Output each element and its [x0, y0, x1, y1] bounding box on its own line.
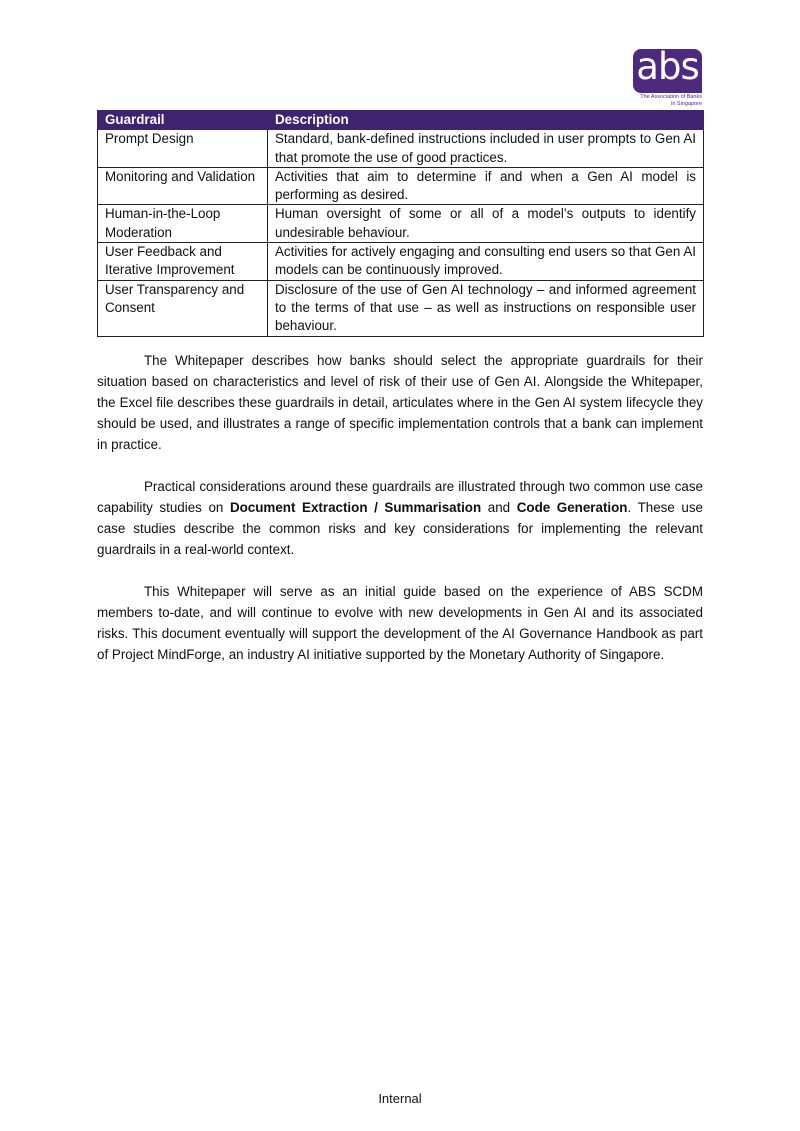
abs-logo — [633, 45, 702, 107]
paragraph-text: . These use case studies describe the common risks and key considerations for implementing the relevant guardrails in a real-world context. — [97, 500, 703, 557]
footer-classification: Internal — [378, 1091, 422, 1106]
table-row — [98, 243, 704, 281]
body-text — [97, 350, 703, 686]
guardrail-description: Disclosure of the use of Gen AI technology – and informed agreement to the terms of that use – as well as instructions on responsible user behaviour. — [268, 280, 704, 336]
guardrail-name: User Transparency and Consent — [98, 280, 268, 336]
guardrail-name: User Feedback and Iterative Improvement — [98, 243, 268, 281]
guardrail-description: Human oversight of some or all of a model’s outputs to identify undesirable behaviour. — [268, 205, 704, 243]
abs-logo-text: abs — [636, 45, 699, 88]
guardrail-name: Prompt Design — [98, 130, 268, 168]
guardrail-description: Standard, bank-defined instructions included in user prompts to Gen AI that promote the use of good practices. — [268, 130, 704, 168]
table-row — [98, 167, 704, 205]
paragraph-text: Practical considerations around these guardrails are illustrated through two common use case capability studies on — [97, 479, 703, 515]
table-row — [98, 130, 704, 168]
table-header-row — [98, 111, 704, 130]
guardrails-table — [97, 110, 704, 337]
header-guardrail: Guardrail — [98, 111, 268, 130]
bold-term-document-extraction: Document Extraction / Summarisation — [229, 500, 482, 515]
paragraph-initial-guide: This Whitepaper will serve as an initial guide based on the experience of ABS SCDM members to-date, and will continue to evolve with new developments in Gen AI and its associated risks. This document eventually will support the development of the AI Governance Handbook as part of Project MindForge, an industry AI initiative supported by the Monetary Authority of Singapore. — [97, 584, 703, 662]
table-row — [98, 280, 704, 336]
guardrail-name: Monitoring and Validation — [98, 167, 268, 205]
abs-logo-mark — [633, 45, 702, 93]
abs-logo-subtitle — [633, 94, 702, 107]
abs-logo-subtitle-line2: in Singapore — [671, 100, 702, 107]
paragraph-guardrail-selection: The Whitepaper describes how banks should select the appropriate guardrails for their situation based on characteristics and level of risk of their use of Gen AI. Alongside the Whitepaper, the Excel file describes these guardrails in detail, articulates where in the Gen AI system lifecycle they should be used, and illustrates a range of specific implementation controls that a bank can implement in practice. — [97, 353, 703, 452]
guardrail-description: Activities for actively engaging and consulting end users so that Gen AI models can be continuously improved. — [268, 243, 704, 281]
paragraph-text: and — [481, 500, 517, 515]
abs-logo-subtitle-line1: The Association of Banks — [640, 94, 702, 100]
guardrail-name: Human-in-the-Loop Moderation — [98, 205, 268, 243]
bold-term-code-generation: Code Generation — [516, 500, 628, 515]
paragraph-use-case-studies — [97, 476, 703, 560]
table-row — [98, 205, 704, 243]
guardrail-description: Activities that aim to determine if and when a Gen AI model is performing as desired. — [268, 167, 704, 205]
header-description: Description — [268, 111, 704, 130]
